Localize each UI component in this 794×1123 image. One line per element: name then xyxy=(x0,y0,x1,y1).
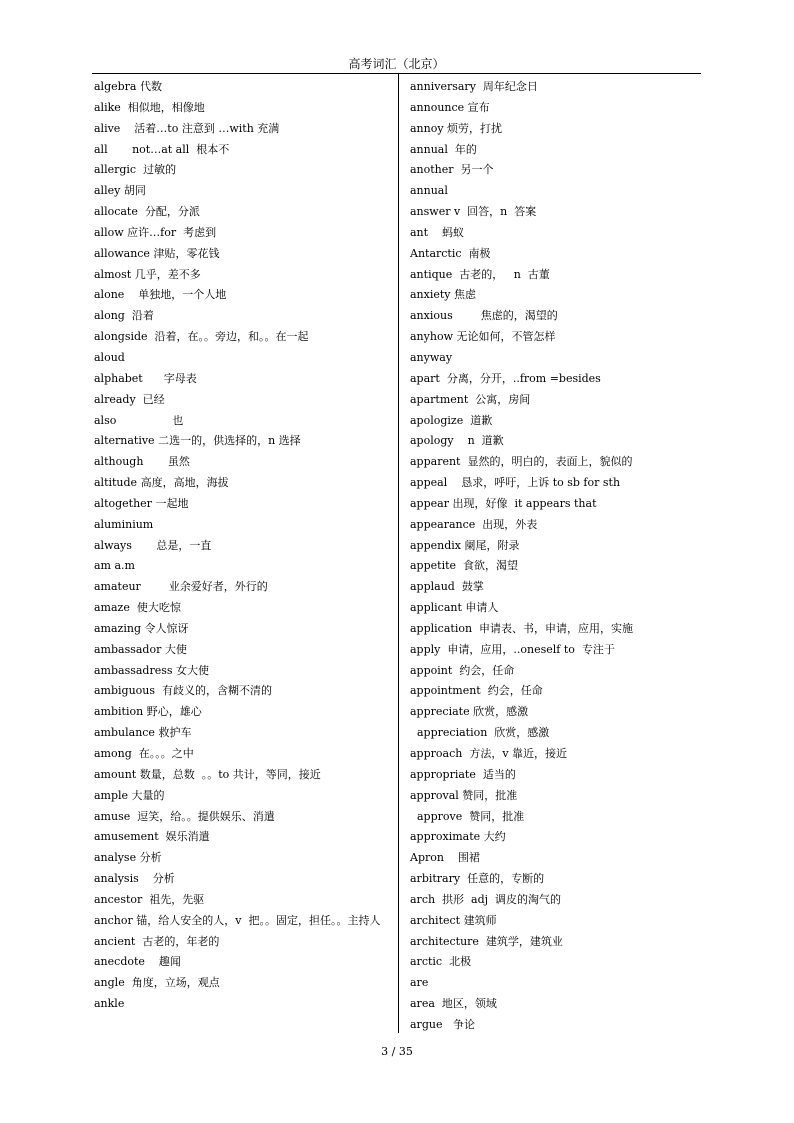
vocab-entry: ample 大量的 xyxy=(94,788,165,802)
vocab-entry: appreciate 欣赏，感激 xyxy=(410,705,529,719)
vocab-entry: angle 角度，立场，观点 xyxy=(94,976,220,990)
vocab-entry: Antarctic 南极 xyxy=(410,246,491,260)
vocab-entry: alike 相似地，相像地 xyxy=(94,100,205,114)
vocab-entry: annoy 烦劳，打扰 xyxy=(410,121,503,135)
vocab-entry: apparent 显然的，明白的，表面上，貌似的 xyxy=(410,455,633,469)
vocab-entry: altogether 一起地 xyxy=(94,496,189,510)
vocab-entry: annual xyxy=(410,184,448,198)
vocab-entry: appeal 恳求，呼吁，上诉 to sb for sth xyxy=(410,476,621,490)
vocab-entry: alternative 二选一的，供选择的，n 选择 xyxy=(94,434,301,448)
vocab-entry: altitude 高度，高地，海拔 xyxy=(94,476,229,490)
page-number: 3 / 35 xyxy=(381,1045,413,1058)
vocab-entry: applaud 鼓掌 xyxy=(410,580,484,594)
vocab-entry: alley 胡同 xyxy=(94,184,146,198)
vocab-entry: among 在。。。之中 xyxy=(94,747,194,760)
vocab-entry: application 申请表、书，申请，应用，实施 xyxy=(410,621,634,635)
vocab-entry: arch 拱形 adj 调皮的淘气的 xyxy=(410,892,562,906)
vocab-entry: also 也 xyxy=(94,413,184,427)
vocab-entry: analysis 分析 xyxy=(94,872,175,886)
vocab-entry: another 另一个 xyxy=(410,163,494,177)
vocab-entry: ancient 古老的，年老的 xyxy=(94,934,220,948)
vocab-entry: already 已经 xyxy=(94,392,165,406)
vocab-entry: anyhow 无论如何，不管怎样 xyxy=(410,330,556,344)
vocab-entry: answer v 回答，n 答案 xyxy=(410,205,537,219)
vocab-entry: apartment 公寓，房间 xyxy=(410,392,531,406)
vocab-entry: antique 古老的， n 古董 xyxy=(410,267,550,281)
vocab-entry: Apron 围裙 xyxy=(410,851,480,865)
vocab-entry: amuse 逗笑，给。。提供娱乐、消遣 xyxy=(94,809,275,823)
vocab-entry: area 地区，领域 xyxy=(410,997,497,1011)
vocab-entry: approve 赞同，批准 xyxy=(410,809,525,823)
vocab-entry: appointment 约会，任命 xyxy=(410,684,543,698)
vocab-entry: announce 宣布 xyxy=(410,100,490,114)
vocab-entry: allocate 分配，分派 xyxy=(94,205,200,219)
vocab-entry: anniversary 周年纪念日 xyxy=(410,80,538,93)
vocab-entry: appetite 食欲，渴望 xyxy=(410,559,519,573)
vocab-entry: am a.m xyxy=(94,559,135,573)
vocab-entry: aluminium xyxy=(94,517,154,531)
vocab-entry: anxious 焦虑的，渴望的 xyxy=(410,309,558,323)
vocab-entry: apart 分离，分开，..from =besides xyxy=(410,371,601,385)
vocab-entry: ambiguous 有歧义的，含糊不清的 xyxy=(94,684,273,698)
vocab-entry: arctic 北极 xyxy=(410,955,472,969)
vocab-entry: ancestor 祖先，先驱 xyxy=(94,892,205,906)
vocab-entry: anecdote 趣闻 xyxy=(94,955,181,969)
vocab-entry: apologize 道歉 xyxy=(410,413,493,427)
vocab-entry: alone 单独地，一个人地 xyxy=(94,288,227,302)
page-header-title: 高考词汇（北京） xyxy=(348,57,445,71)
vocab-entry: appoint 约会，任命 xyxy=(410,663,515,677)
vocab-entry: architect 建筑师 xyxy=(410,913,497,927)
vocab-entry: all not…at all 根本不 xyxy=(94,142,230,156)
vocab-entry: approach 方法，v 靠近，接近 xyxy=(410,747,568,760)
vocab-entry: ambition 野心，雄心 xyxy=(94,705,202,719)
vocab-entry: ambulance 救护车 xyxy=(94,726,192,740)
vocab-entry: ambassador 大使 xyxy=(94,642,187,656)
vocab-entry: aloud xyxy=(94,350,125,364)
vocab-entry: almost 几乎，差不多 xyxy=(94,267,201,281)
vocab-entry: although 虽然 xyxy=(94,455,190,469)
vocab-entry: allowance 津贴，零花钱 xyxy=(94,246,220,260)
vocab-entry: allow 应许…for 考虑到 xyxy=(94,225,217,239)
vocab-entry: appearance 出现，外表 xyxy=(410,517,538,531)
vocab-entry: alphabet 字母表 xyxy=(94,371,197,385)
vocab-entry: annual 年的 xyxy=(410,142,477,156)
vocab-entry: apply 申请，应用，..oneself to 专注于 xyxy=(410,642,615,656)
vocab-entry: argue 争论 xyxy=(410,1017,475,1031)
vocab-entry: approximate 大约 xyxy=(410,830,506,844)
vocab-entry: algebra 代数 xyxy=(94,80,162,93)
vocab-entry: ant 蚂蚁 xyxy=(410,225,465,239)
vocab-entry: alongside 沿着，在。。旁边，和。。在一起 xyxy=(94,330,309,344)
column-divider xyxy=(398,73,399,1033)
vocab-entry: apology n 道歉 xyxy=(410,434,504,448)
header-rule xyxy=(92,73,701,74)
vocab-entry: amusement 娱乐消遣 xyxy=(94,830,210,844)
vocab-entry: amazing 令人惊讶 xyxy=(94,621,189,635)
right-word-column xyxy=(410,77,698,1036)
vocab-entry: appropriate 适当的 xyxy=(410,767,516,781)
vocab-entry: appear 出现，好像 it appears that xyxy=(410,496,597,510)
vocab-entry: along 沿着 xyxy=(94,309,154,323)
vocab-entry: anyway xyxy=(410,350,453,364)
vocab-entry: amount 数量，总数 。。to 共计，等同，接近 xyxy=(94,767,321,781)
vocab-entry: amaze 使大吃惊 xyxy=(94,601,181,615)
vocab-entry: applicant 申请人 xyxy=(410,601,499,615)
vocab-entry: anchor 锚，给人安全的人，v 把。。固定，担任。。主持人 xyxy=(94,913,381,927)
vocab-entry: approval 赞同，批准 xyxy=(410,788,518,802)
vocab-entry: appendix 阑尾，附录 xyxy=(410,538,520,552)
vocab-entry: anxiety 焦虑 xyxy=(410,288,477,302)
vocab-entry: architecture 建筑学，建筑业 xyxy=(410,934,563,948)
vocab-entry: are xyxy=(410,976,429,990)
vocab-entry: allergic 过敏的 xyxy=(94,163,177,177)
vocab-entry: always 总是，一直 xyxy=(94,538,212,552)
vocab-entry: alive 活着…to 注意到 …with 充满 xyxy=(94,121,280,135)
vocab-entry: appreciation 欣赏，感激 xyxy=(410,726,550,740)
vocab-entry: analyse 分析 xyxy=(94,851,162,865)
vocab-entry: ambassadress 女大使 xyxy=(94,663,210,677)
vocab-entry: arbitrary 任意的，专断的 xyxy=(410,872,545,886)
left-word-column xyxy=(94,77,390,1015)
vocab-entry: ankle xyxy=(94,997,125,1011)
vocab-entry: amateur 业余爱好者，外行的 xyxy=(94,580,268,594)
